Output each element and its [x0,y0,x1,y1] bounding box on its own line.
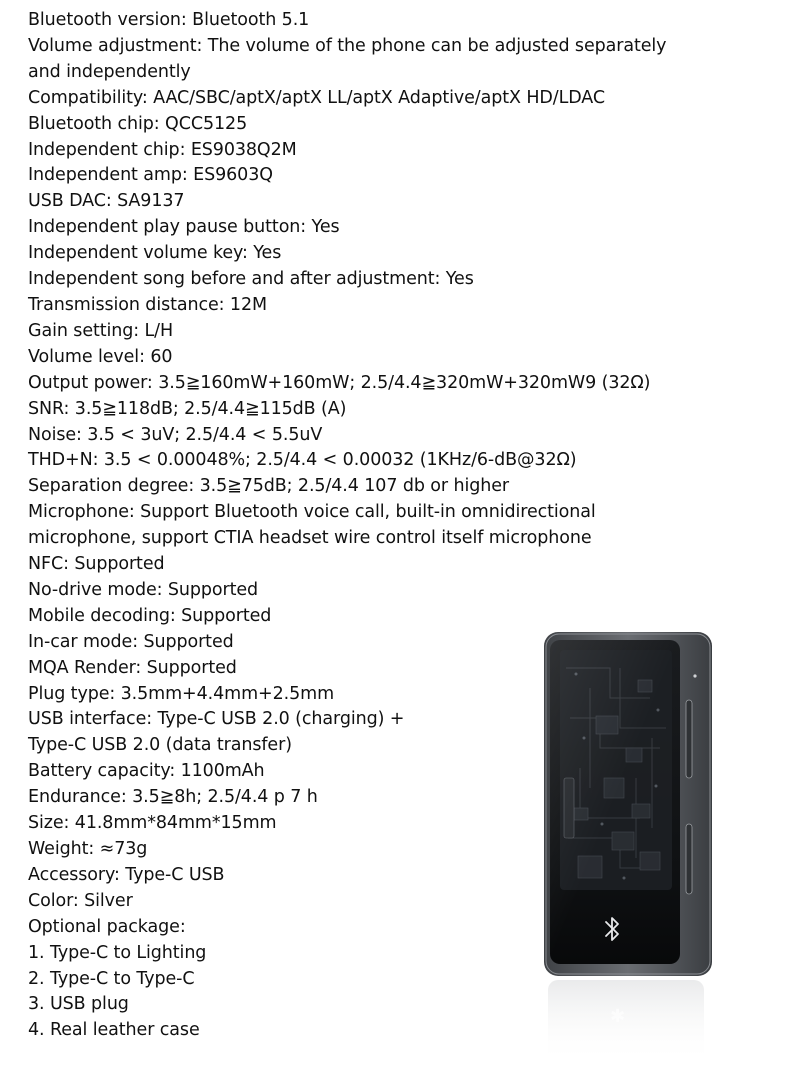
spec-line: Independent play pause button: Yes [28,217,340,238]
svg-text:✱: ✱ [610,1006,626,1027]
spec-line: Independent chip: ES9038Q2M [28,139,297,160]
spec-line: In-car mode: Supported [28,631,234,652]
spec-line: Color: Silver [28,890,133,911]
spec-line: Output power: 3.5≧160mW+160mW; 2.5/4.4≧320mW+320mW9 (32Ω) [28,372,651,393]
spec-line: Plug type: 3.5mm+4.4mm+2.5mm [28,683,335,704]
volume-button [686,700,692,778]
spec-line: Weight: ≈73g [28,839,148,859]
spec-line: Mobile decoding: Supported [28,605,272,626]
spec-line: Type-C USB 2.0 (data transfer) [28,735,292,756]
spec-line: No-drive mode: Supported [28,579,259,600]
spec-line: MQA Render: Supported [28,657,237,678]
spec-line: NFC: Supported [28,554,165,575]
spec-line: 4. Real leather case [28,1020,200,1041]
spec-line: 2. Type-C to Type-C [28,968,195,989]
spec-line: Noise: 3.5 < 3uV; 2.5/4.4 < 5.5uV [28,424,323,445]
spec-line: Independent song before and after adjustment: Yes [28,269,474,290]
spec-line: Volume adjustment: The volume of the phone can be adjusted separately [28,35,667,56]
spec-line: Endurance: 3.5≧8h; 2.5/4.4 p 7 h [28,787,318,808]
spec-line: SNR: 3.5≧118dB; 2.5/4.4≧115dB (A) [28,398,347,419]
spec-line: Battery capacity: 1100mAh [28,761,265,782]
side-button [686,824,692,894]
spec-line: USB interface: Type-C USB 2.0 (charging) + [28,709,405,730]
spec-line: 3. USB plug [28,994,129,1015]
spec-line: Independent amp: ES9603Q [28,165,273,186]
spec-line: Bluetooth chip: QCC5125 [28,113,248,134]
product-image [540,628,716,1064]
spec-line: Volume level: 60 [28,346,173,367]
spec-line: Optional package: [28,916,186,937]
spec-line: 1. Type-C to Lighting [28,942,207,963]
spec-line: Separation degree: 3.5≧75dB; 2.5/4.4 107 db or higher [28,476,509,497]
spec-line: Compatibility: AAC/SBC/aptX/aptX LL/aptX Adaptive/aptX HD/LDAC [28,87,605,108]
spec-line: Independent volume key: Yes [28,243,282,264]
spec-line: Bluetooth version: Bluetooth 5.1 [28,10,310,30]
spec-line: Microphone: Support Bluetooth voice call, built-in omnidirectional [28,502,596,523]
indicator-led [693,674,696,677]
device-reflection [548,980,704,1064]
spec-line: Accessory: Type-C USB [28,864,225,885]
spec-line: Transmission distance: 12M [28,294,267,315]
spec-line: microphone, support CTIA headset wire control itself microphone [28,528,592,549]
spec-line: Size: 41.8mm*84mm*15mm [28,813,277,834]
spec-line: THD+N: 3.5 < 0.00048%; 2.5/4.4 < 0.00032 (1KHz/6-dB@32Ω) [28,450,577,471]
spec-line: and independently [28,61,191,82]
spec-line: Gain setting: L/H [28,320,174,341]
spec-line: USB DAC: SA9137 [28,191,185,212]
dac-device-illustration [540,628,716,1064]
